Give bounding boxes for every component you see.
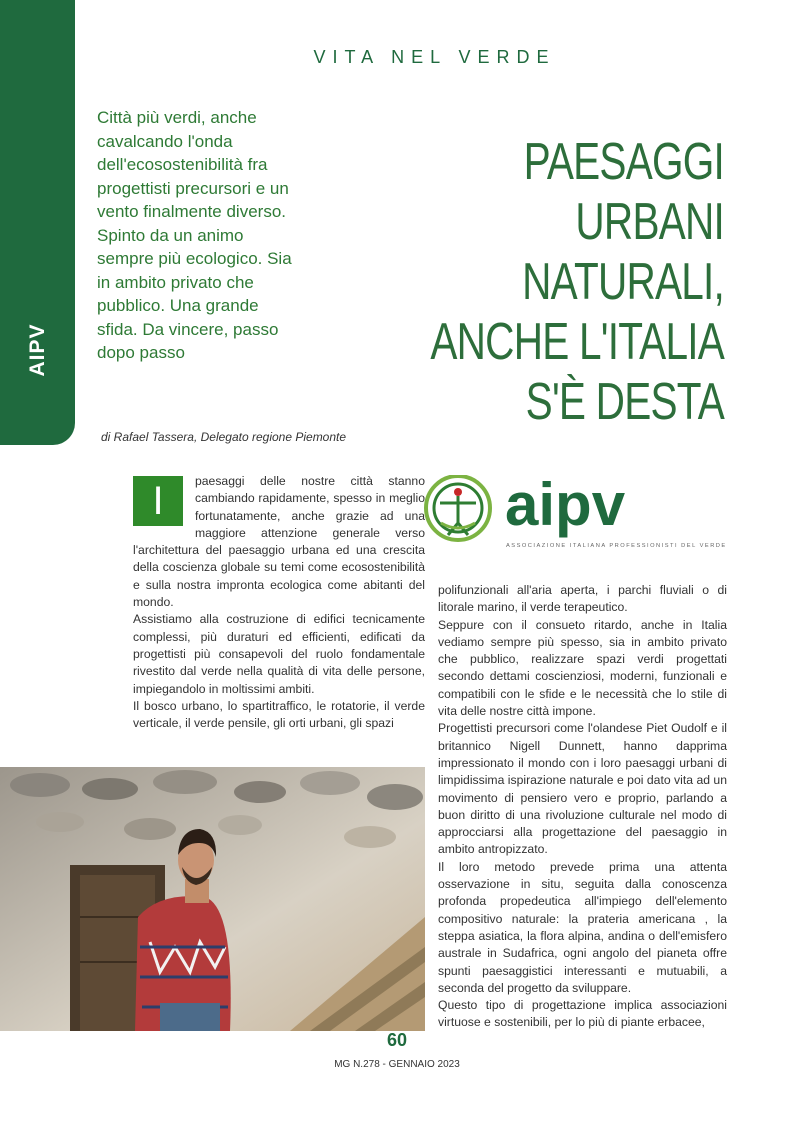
article-column-1 — [133, 473, 425, 732]
byline: di Rafael Tassera, Delegato regione Piemonte — [101, 430, 347, 444]
article-paragraph: Progettisti precursori come l'olandese Piet Oudolf e il britannico Nigell Dunnett, hanno dapprima impressionato il mondo con i loro paesaggi urbani di limpidissima ispirazione naturale e poi dato vita ad un movimento di pensiero vero e proprio, parlando a buon diritto di una rivoluzione culturale nel modo di approcciarsi alla progettazione del paesaggio in ambito antropizzato. — [438, 721, 727, 857]
headline-line: S'È DESTA — [525, 373, 724, 431]
article-column-2 — [438, 582, 727, 1032]
headline — [389, 132, 724, 432]
article-paragraph: I paesaggi delle nostre città stanno cambiando rapidamente, spesso in meglio fortunatamente, anche grazie ad una maggiore attenzione generale verso l'architettura del paesaggio urbana ed una crescita della coscienza globale su temi come ecosostenibilità e sulla nostra impronta ecologica come abitanti del mondo. — [133, 474, 425, 610]
side-tab — [0, 0, 75, 445]
article-paragraph: Il loro metodo prevede prima una attenta osservazione in situ, seguita dalla conoscenza profonda propedeutica all'impiego dell'elemento compositivo naturale: la prateria americana , la steppa asiatica, la flora alpina, andina o dell'emisfero australe in Sudafrica, ogni angolo del pianeta offre spunti paesaggistici interessanti e mutuabili, a seconda del progetto da sviluppare. — [438, 859, 727, 995]
aipv-logo — [421, 475, 731, 550]
article-paragraph: Questo tipo di progettazione implica associazioni virtuose e sostenibili, per lo più di piante erbacee, — [438, 998, 727, 1030]
page-number: 60 — [386, 1030, 408, 1050]
headline-line: PAESAGGI — [523, 133, 724, 191]
headline-line: ANCHE L'ITALIA — [430, 313, 724, 371]
lead-paragraph: Città più verdi, anche cavalcando l'onda dell'ecosostenibilità fra progettisti precursori e un vento finalmente diverso. Spinto da un animo sempre più ecologico. Sia in ambito privato che pubblico. Una grande sfida. Da vincere, passo dopo passo — [97, 108, 292, 362]
article-paragraph: Assistiamo alla costruzione di edifici tecnicamente complessi, più duraturi ed efficienti, edificati da progettisti più consapevoli del ruolo fondamentale rivestito dal verde nella qualità di vita delle persone, impiegandolo in moltissimi ambiti. — [133, 612, 425, 696]
headline-line: URBANI NATURALI, — [522, 193, 724, 311]
article-paragraph: Seppure con il consueto ritardo, anche in Italia vediamo sempre più spesso, sia in ambito privato che pubblico, realizzare spazi verdi progettati secondo dettami coscienziosi, moderni, funzionali e compatibili con le sfide e le necessità che lo stile di vita delle nostre città impone. — [438, 617, 727, 719]
logo-tagline: ASSOCIAZIONE ITALIANA PROFESSIONISTI DEL VERDE — [506, 543, 727, 549]
section-title: VITA NEL VERDE — [313, 47, 556, 67]
article-paragraph: Il bosco urbano, lo spartitraffico, le rotatorie, il verde verticale, il verde pensile, gli orti urbani, gli spazi — [133, 698, 425, 731]
author-photo — [0, 767, 425, 1031]
drop-cap: I — [133, 476, 183, 526]
logo-wordmark: aipv — [505, 475, 626, 538]
side-tab-label: AIPV — [26, 323, 49, 377]
issue-footer: MG N.278 - GENNAIO 2023 — [334, 1059, 460, 1070]
article-paragraph: polifunzionali all'aria aperta, i parchi fluviali o di litorale marino, il verde terapeutico. — [438, 583, 727, 615]
